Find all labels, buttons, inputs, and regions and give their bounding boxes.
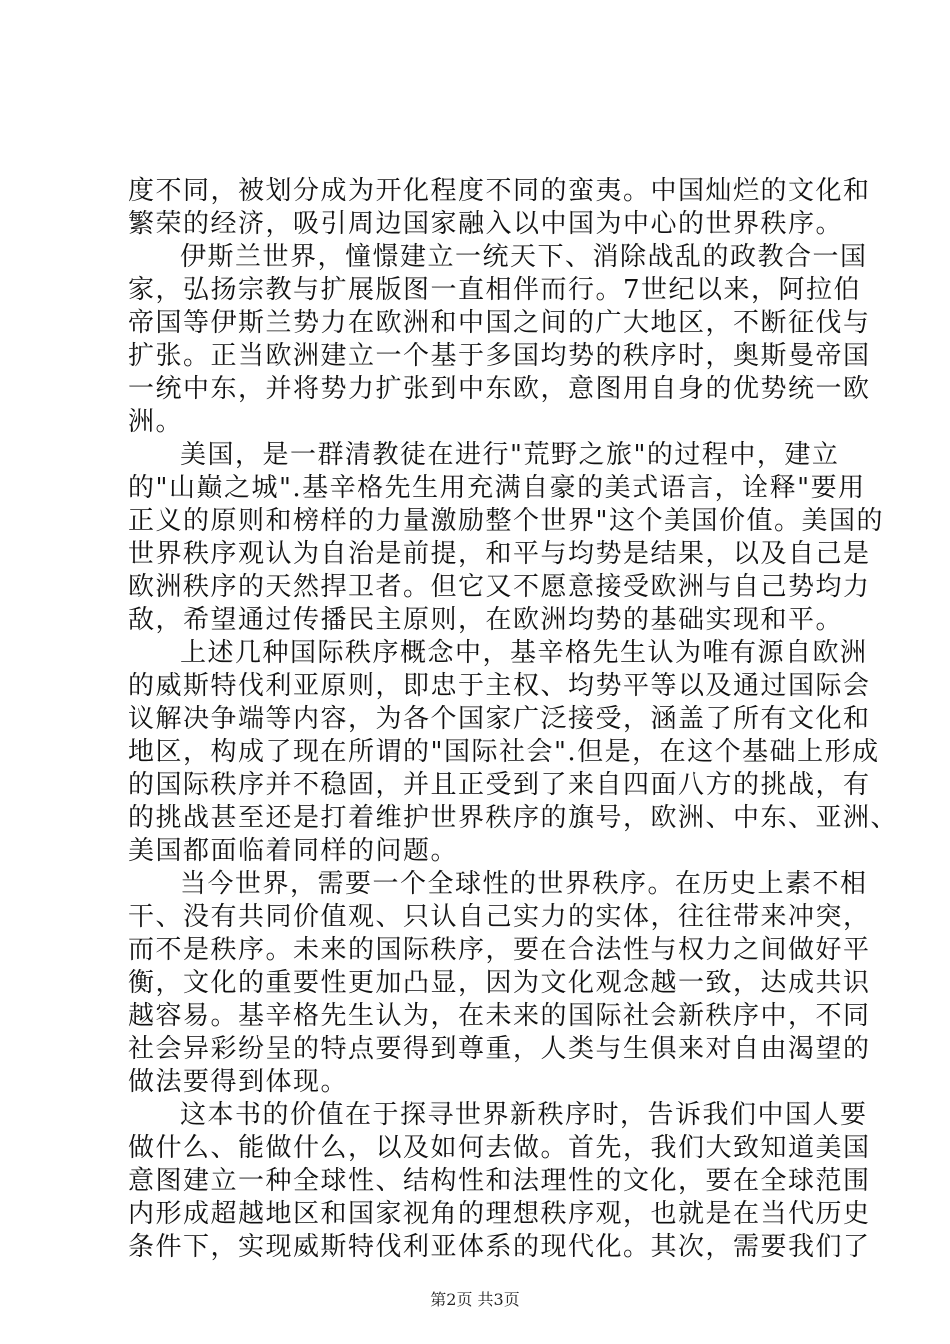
text-line: 世界秩序观认为自治是前提，和平与均势是结果，以及自己是 [128, 539, 871, 569]
text-line: 美国，是一群清教徒在进行"荒野之旅"的过程中，建立 [180, 440, 840, 470]
paragraph [128, 1099, 871, 1264]
text-line: 的国际秩序并不稳固，并且正受到了来自四面八方的挑战，有 [128, 770, 871, 800]
text-line: 而不是秩序。未来的国际秩序，要在合法性与权力之间做好平 [128, 935, 871, 965]
text-line: 干、没有共同价值观、只认自己实力的实体，往往带来冲突， [128, 902, 871, 932]
text-line: 地区，构成了现在所谓的"国际社会".但是，在这个基础上形成 [128, 737, 880, 767]
text-line: 的挑战甚至还是打着维护世界秩序的旗号，欧洲、中东、亚洲、 [128, 803, 899, 833]
text-line: 内形成超越地区和国家视角的理想秩序观，也就是在当代历史 [128, 1199, 871, 1229]
page-footer: 第2页 共3页 [430, 1290, 520, 1309]
text-line: 扩张。正当欧洲建立一个基于多国均势的秩序时，奥斯曼帝国 [128, 341, 871, 371]
text-line: 敌，希望通过传播民主原则，在欧洲均势的基础实现和平。 [128, 605, 844, 635]
text-line: 度不同，被划分成为开化程度不同的蛮夷。中国灿烂的文化和 [128, 176, 871, 206]
text-line: 上述几种国际秩序概念中，基辛格先生认为唯有源自欧洲 [180, 638, 868, 668]
text-line: 正义的原则和榜样的力量激励整个世界"这个美国价值。美国的 [128, 506, 884, 536]
document-body [128, 175, 899, 1264]
text-line: 社会异彩纷呈的特点要得到尊重，人类与生俱来对自由渴望的 [128, 1034, 871, 1064]
text-line: 洲。 [128, 407, 184, 437]
text-line: 欧洲秩序的天然捍卫者。但它又不愿意接受欧洲与自己势均力 [128, 572, 871, 602]
text-line: 衡，文化的重要性更加凸显，因为文化观念越一致，达成共识 [128, 968, 871, 998]
text-line: 伊斯兰世界，憧憬建立一统天下、消除战乱的政教合一国 [180, 242, 868, 272]
text-line: 做法要得到体现。 [128, 1067, 349, 1097]
text-line: 做什么、能做什么，以及如何去做。首先，我们大致知道美国 [128, 1133, 871, 1163]
paragraph [128, 439, 884, 637]
paragraph [128, 868, 871, 1099]
text-line: 繁荣的经济，吸引周边国家融入以中国为中心的世界秩序。 [128, 209, 844, 239]
text-line: 当今世界，需要一个全球性的世界秩序。在历史上素不相 [180, 869, 868, 899]
text-line: 的"山巅之城".基辛格先生用充满自豪的美式语言，诠释"要用 [128, 473, 866, 503]
text-line: 议解决争端等内容，为各个国家广泛接受，涵盖了所有文化和 [128, 704, 871, 734]
paragraph [128, 175, 871, 241]
text-line: 意图建立一种全球性、结构性和法理性的文化，要在全球范围 [128, 1166, 871, 1196]
text-line: 美国都面临着同样的问题。 [128, 836, 459, 866]
text-line: 条件下，实现威斯特伐利亚体系的现代化。其次，需要我们了 [128, 1232, 871, 1262]
text-line: 家，弘扬宗教与扩展版图一直相伴而行。7世纪以来，阿拉伯 [128, 275, 862, 305]
text-line: 的威斯特伐利亚原则，即忠于主权、均势平等以及通过国际会 [128, 671, 871, 701]
paragraph [128, 241, 871, 439]
paragraph [128, 637, 899, 868]
text-line: 这本书的价值在于探寻世界新秩序时，告诉我们中国人要 [180, 1100, 868, 1130]
text-line: 一统中东，并将势力扩张到中东欧，意图用自身的优势统一欧 [128, 374, 871, 404]
text-line: 越容易。基辛格先生认为，在未来的国际社会新秩序中，不同 [128, 1001, 871, 1031]
text-line: 帝国等伊斯兰势力在欧洲和中国之间的广大地区，不断征伐与 [128, 308, 871, 338]
